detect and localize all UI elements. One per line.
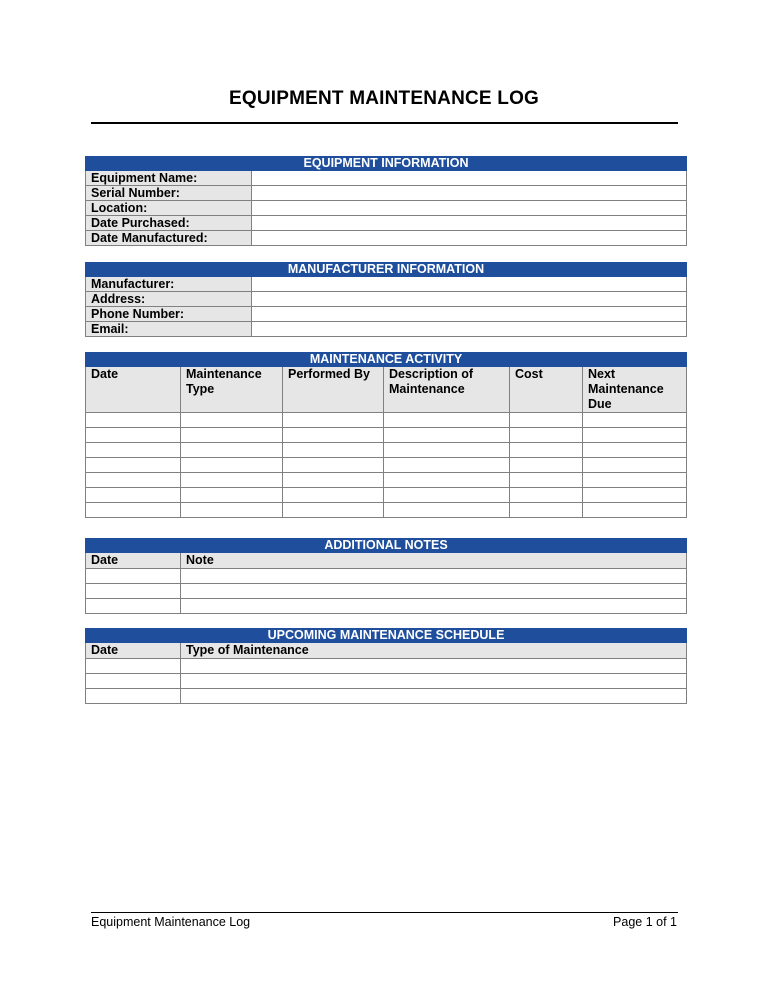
column-header-description: Description of Maintenance: [384, 367, 510, 413]
activity-cell[interactable]: [181, 503, 283, 518]
manufacturer-field[interactable]: [252, 277, 687, 292]
activity-cell[interactable]: [283, 428, 384, 443]
additional-notes-table: [85, 538, 687, 614]
notes-cell[interactable]: [181, 569, 687, 584]
activity-cell[interactable]: [86, 503, 181, 518]
activity-cell[interactable]: [181, 428, 283, 443]
schedule-cell[interactable]: [181, 674, 687, 689]
activity-cell[interactable]: [384, 413, 510, 428]
schedule-row: [86, 674, 687, 689]
upcoming-schedule-table: [85, 628, 687, 704]
email-field[interactable]: [252, 322, 687, 337]
activity-cell[interactable]: [583, 458, 687, 473]
activity-row: [86, 413, 687, 428]
footer-document-name: Equipment Maintenance Log: [91, 915, 251, 929]
address-field[interactable]: [252, 292, 687, 307]
address-label: Address:: [86, 292, 252, 307]
date-manufactured-label: Date Manufactured:: [86, 231, 252, 246]
activity-cell[interactable]: [86, 458, 181, 473]
maintenance-activity-table: [85, 352, 687, 518]
activity-cell[interactable]: [283, 473, 384, 488]
activity-row: [86, 458, 687, 473]
activity-cell[interactable]: [583, 413, 687, 428]
schedule-cell[interactable]: [181, 689, 687, 704]
activity-cell[interactable]: [283, 443, 384, 458]
activity-cell[interactable]: [283, 503, 384, 518]
schedule-row: [86, 659, 687, 674]
schedule-row: [86, 689, 687, 704]
activity-cell[interactable]: [86, 413, 181, 428]
activity-cell[interactable]: [510, 473, 583, 488]
activity-cell[interactable]: [510, 458, 583, 473]
upcoming-schedule-heading: UPCOMING MAINTENANCE SCHEDULE: [86, 629, 687, 643]
notes-row: [86, 599, 687, 614]
notes-row: [86, 569, 687, 584]
footer-page-number: Page 1 of 1: [613, 915, 677, 929]
schedule-cell[interactable]: [86, 659, 181, 674]
activity-cell[interactable]: [283, 458, 384, 473]
equipment-name-field[interactable]: [252, 171, 687, 186]
activity-cell[interactable]: [86, 488, 181, 503]
schedule-cell[interactable]: [181, 659, 687, 674]
location-field[interactable]: [252, 201, 687, 216]
schedule-cell[interactable]: [86, 674, 181, 689]
phone-number-field[interactable]: [252, 307, 687, 322]
column-header-performed-by: Performed By: [283, 367, 384, 413]
email-label: Email:: [86, 322, 252, 337]
activity-row: [86, 428, 687, 443]
date-purchased-field[interactable]: [252, 216, 687, 231]
serial-number-label: Serial Number:: [86, 186, 252, 201]
date-manufactured-field[interactable]: [252, 231, 687, 246]
document-title: EQUIPMENT MAINTENANCE LOG: [228, 88, 540, 109]
activity-row: [86, 473, 687, 488]
schedule-column-header-date: Date: [86, 643, 181, 659]
activity-cell[interactable]: [583, 503, 687, 518]
activity-cell[interactable]: [181, 458, 283, 473]
activity-cell[interactable]: [181, 443, 283, 458]
activity-cell[interactable]: [510, 413, 583, 428]
date-purchased-label: Date Purchased:: [86, 216, 252, 231]
activity-cell[interactable]: [384, 473, 510, 488]
activity-row: [86, 488, 687, 503]
activity-row: [86, 503, 687, 518]
activity-cell[interactable]: [86, 443, 181, 458]
activity-cell[interactable]: [510, 428, 583, 443]
activity-cell[interactable]: [384, 458, 510, 473]
equipment-name-label: Equipment Name:: [86, 171, 252, 186]
activity-cell[interactable]: [181, 413, 283, 428]
activity-cell[interactable]: [181, 473, 283, 488]
equipment-information-heading: EQUIPMENT INFORMATION: [86, 157, 687, 171]
notes-column-header-note: Note: [181, 553, 687, 569]
activity-cell[interactable]: [510, 503, 583, 518]
activity-cell[interactable]: [283, 413, 384, 428]
footer-divider: [91, 912, 678, 913]
manufacturer-information-heading: MANUFACTURER INFORMATION: [86, 263, 687, 277]
column-header-cost: Cost: [510, 367, 583, 413]
notes-row: [86, 584, 687, 599]
activity-cell[interactable]: [583, 443, 687, 458]
location-label: Location:: [86, 201, 252, 216]
activity-cell[interactable]: [384, 488, 510, 503]
manufacturer-information-table: [85, 262, 687, 337]
activity-cell[interactable]: [510, 488, 583, 503]
serial-number-field[interactable]: [252, 186, 687, 201]
notes-cell[interactable]: [86, 599, 181, 614]
title-divider: [91, 122, 678, 124]
notes-column-header-date: Date: [86, 553, 181, 569]
activity-cell[interactable]: [86, 473, 181, 488]
activity-cell[interactable]: [283, 488, 384, 503]
activity-cell[interactable]: [583, 488, 687, 503]
notes-cell[interactable]: [181, 599, 687, 614]
column-header-maintenance-type: Maintenance Type: [181, 367, 283, 413]
activity-cell[interactable]: [510, 443, 583, 458]
activity-cell[interactable]: [86, 428, 181, 443]
activity-cell[interactable]: [384, 443, 510, 458]
phone-number-label: Phone Number:: [86, 307, 252, 322]
activity-cell[interactable]: [384, 503, 510, 518]
column-header-date: Date: [86, 367, 181, 413]
notes-cell[interactable]: [181, 584, 687, 599]
activity-cell[interactable]: [384, 428, 510, 443]
notes-cell[interactable]: [86, 569, 181, 584]
activity-cell[interactable]: [583, 473, 687, 488]
equipment-information-table: [85, 156, 687, 246]
activity-cell[interactable]: [583, 428, 687, 443]
schedule-column-header-type: Type of Maintenance: [181, 643, 687, 659]
maintenance-activity-heading: MAINTENANCE ACTIVITY: [86, 353, 687, 367]
notes-cell[interactable]: [86, 584, 181, 599]
activity-row: [86, 443, 687, 458]
activity-cell[interactable]: [181, 488, 283, 503]
manufacturer-label: Manufacturer:: [86, 277, 252, 292]
column-header-next-due: Next Maintenance Due: [583, 367, 687, 413]
additional-notes-heading: ADDITIONAL NOTES: [86, 539, 687, 553]
schedule-cell[interactable]: [86, 689, 181, 704]
